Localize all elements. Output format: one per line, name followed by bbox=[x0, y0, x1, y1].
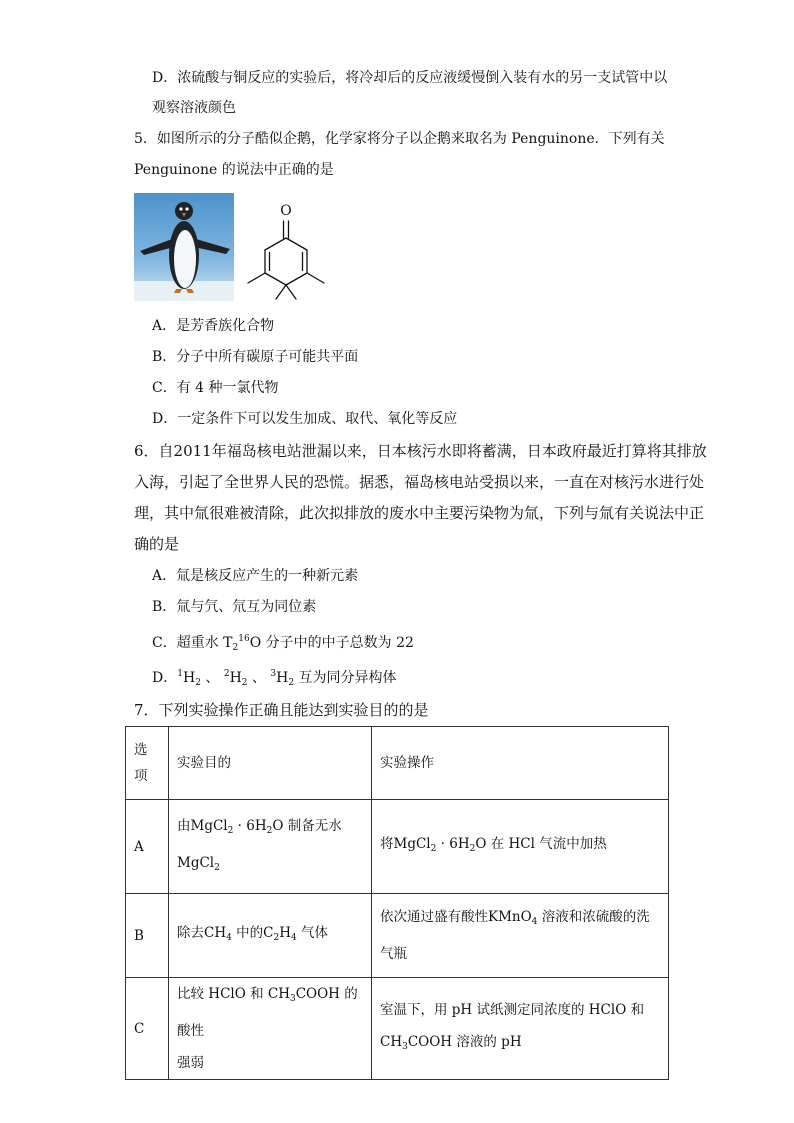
q5-option-a: A．是芳香族化合物 bbox=[152, 318, 275, 334]
row-option-cell: C bbox=[126, 978, 169, 1080]
row-operation-cell: 室温下，用 pH 试纸测定同浓度的 HClO 和 $CH_3COOH$ 溶液的 pH bbox=[372, 978, 669, 1080]
q6-stem-line2: 入海，引起了全世界人民的恐慌。据悉，福岛核电站受损以来，一直在对核污水进行处 bbox=[134, 473, 705, 491]
row-operation-cell: 依次通过盛有酸性KMnO$_4$ 溶液和浓硫酸的洗 气瓶 bbox=[372, 894, 669, 978]
table-row bbox=[126, 894, 669, 978]
table-row bbox=[126, 800, 669, 894]
q4-option-d-line2: 观察溶液颜色 bbox=[152, 100, 236, 116]
header-operation-cell: 实验操作 bbox=[372, 727, 669, 800]
q4-option-d-line1: D．浓硫酸与铜反应的实验后，将冷却后的反应液缓慢倒入装有水的另一支试管中以 bbox=[152, 70, 668, 86]
q6-option-b: B．氚与氕、氘互为同位素 bbox=[152, 599, 317, 615]
q6-stem-line3: 理，其中氚很难被清除，此次拟排放的废水中主要污染物为氚，下列与氚有关说法中正 bbox=[134, 504, 705, 522]
row-option-cell: B bbox=[126, 894, 169, 978]
table-row bbox=[126, 978, 669, 1080]
row-purpose-cell: 比较 HClO 和 $CH_3COOH$ 的酸性 强弱 bbox=[169, 978, 372, 1080]
q5-stem-line1: 5．如图所示的分子酷似企鹅，化学家将分子以企鹅来取名为 Penguinone．下列有关 bbox=[134, 131, 665, 147]
q6-option-a: A．氚是核反应产生的一种新元素 bbox=[152, 568, 359, 584]
row-purpose-cell: 除去$CH_4$ 中的$C_2H_4$ 气体 bbox=[169, 894, 372, 978]
row-operation-cell: 将MgCl$_2$ · $6H_2O$ 在 HCl 气流中加热 bbox=[372, 800, 669, 894]
q7-table bbox=[125, 726, 669, 1080]
penguinone-structure bbox=[246, 193, 330, 301]
q6-stem-line4: 确的是 bbox=[134, 535, 180, 553]
q5-stem-line2: Penguinone 的说法中正确的是 bbox=[134, 162, 334, 178]
q6-stem-line1: 6．自2011年福岛核电站泄漏以来，日本核污水即将蓄满，日本政府最近打算将其排放 bbox=[134, 442, 707, 460]
header-option-cell: 选 项 bbox=[126, 727, 169, 800]
q5-option-d: D．一定条件下可以发生加成、取代、氧化等反应 bbox=[152, 411, 458, 427]
q6-option-d: D．$^1H_2$ 、 $^2H_2$ 、 $^3H_2$ 互为同分异构体 bbox=[152, 669, 397, 688]
table-header-row bbox=[126, 727, 669, 800]
q5-option-b: B．分子中所有碳原子可能共平面 bbox=[152, 349, 359, 365]
oxygen-atom-label: O bbox=[280, 203, 292, 219]
q6-option-c: C．超重水 $T_2^{16}O$ 分子中的中子总数为 22 bbox=[152, 634, 414, 653]
header-purpose-cell: 实验目的 bbox=[169, 727, 372, 800]
q7-stem: 7．下列实验操作正确且能达到实验目的的是 bbox=[134, 701, 429, 719]
row-purpose-cell: 由MgCl$_2$ · $6H_2O$ 制备无水 MgCl$_2$ bbox=[169, 800, 372, 894]
q5-option-c: C．有 4 种一氯代物 bbox=[152, 380, 279, 396]
penguin-photo bbox=[134, 193, 234, 301]
row-option-cell: A bbox=[126, 800, 169, 894]
